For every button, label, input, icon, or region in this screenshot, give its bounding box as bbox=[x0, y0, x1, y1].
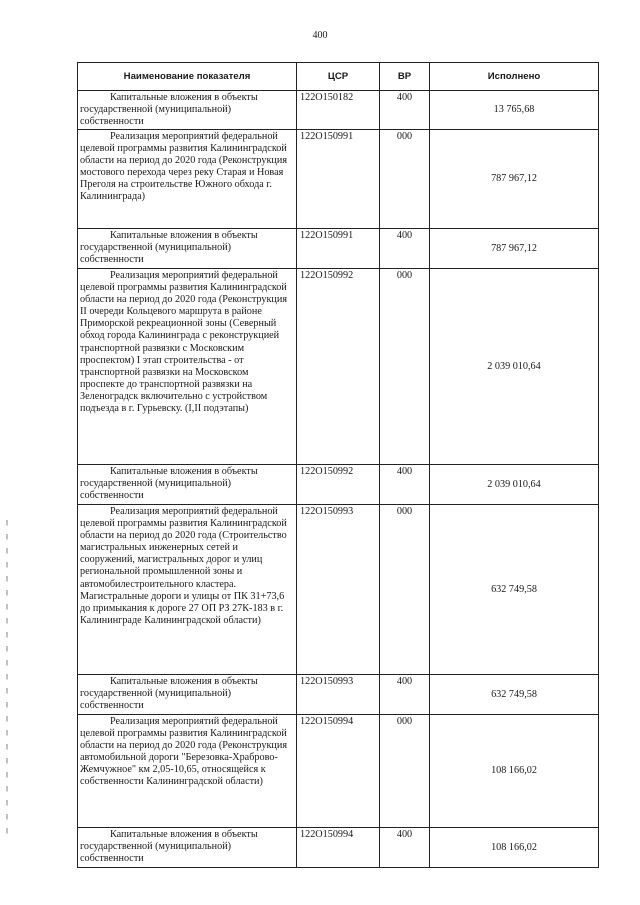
row-vr: 400 bbox=[380, 675, 430, 715]
row-csr: 122O150991 bbox=[297, 229, 380, 269]
row-name: Реализация мероприятий федеральной целевой программы развития Калининградской области на период до 2020 года (Реконструкция автомобильной дороги "Березовка-Храброво-Жемчужное" км 2,05-10,65, относящейся к собственности Калининградской области) bbox=[78, 715, 297, 828]
row-csr: 122O150992 bbox=[297, 465, 380, 505]
row-vr: 400 bbox=[380, 465, 430, 505]
row-csr: 122O150993 bbox=[297, 675, 380, 715]
row-vr: 400 bbox=[380, 828, 430, 868]
row-csr: 122O150994 bbox=[297, 828, 380, 868]
row-csr: 122O150991 bbox=[297, 130, 380, 229]
scan-artifact bbox=[6, 520, 8, 840]
page-number: 400 bbox=[312, 30, 328, 41]
row-name: Капитальные вложения в объекты государственной (муниципальной) собственности bbox=[78, 465, 297, 505]
table-row bbox=[78, 828, 599, 868]
table-row bbox=[78, 229, 599, 269]
header-name: Наименование показателя bbox=[78, 63, 297, 91]
table-row bbox=[78, 269, 599, 465]
table-row bbox=[78, 675, 599, 715]
row-vr: 400 bbox=[380, 91, 430, 130]
header-amount: Исполнено bbox=[430, 63, 599, 91]
row-vr: 000 bbox=[380, 505, 430, 675]
row-amount: 632 749,58 bbox=[430, 675, 599, 715]
row-amount: 787 967,12 bbox=[430, 229, 599, 269]
row-csr: 122O150994 bbox=[297, 715, 380, 828]
row-name: Реализация мероприятий федеральной целевой программы развития Калининградской области на период до 2020 года (Реконструкция II очереди Кольцевого маршрута в районе Приморской рекреационной зоны (Северный обход города Калининграда с реконструкцией транспортной развязки с Московским проспектом) I этап строительства - от транспортной развязки на Московском проспекте до транспортной развязки на Зеленоградск включительно с устройством подъезда в г. Гурьевску. (I,II подэтапы) bbox=[78, 269, 297, 465]
row-csr: 122O150182 bbox=[297, 91, 380, 130]
row-vr: 000 bbox=[380, 715, 430, 828]
row-amount: 2 039 010,64 bbox=[430, 269, 599, 465]
row-name: Капитальные вложения в объекты государственной (муниципальной) собственности bbox=[78, 828, 297, 868]
row-name: Капитальные вложения в объекты государственной (муниципальной) собственности bbox=[78, 675, 297, 715]
table-row bbox=[78, 91, 599, 130]
row-amount: 787 967,12 bbox=[430, 130, 599, 229]
row-name: Капитальные вложения в объекты государственной (муниципальной) собственности bbox=[78, 229, 297, 269]
header-csr: ЦСР bbox=[297, 63, 380, 91]
row-amount: 13 765,68 bbox=[430, 91, 599, 130]
table-row bbox=[78, 505, 599, 675]
row-amount: 108 166,02 bbox=[430, 715, 599, 828]
row-name: Реализация мероприятий федеральной целевой программы развития Калининградской области на период до 2020 года (Строительство магистральных инженерных сетей и сооружений, магистральных дорог и улиц региональной промышленной зоны и автомобилестроительного кластера. Магистральные дороги и улицы от ПК 31+73,6 до примыкания к дороге 27 ОП РЗ 27К-183 в г. Калининграде Калининградской области) bbox=[78, 505, 297, 675]
table-row bbox=[78, 465, 599, 505]
table-row bbox=[78, 715, 599, 828]
row-vr: 000 bbox=[380, 130, 430, 229]
row-name: Реализация мероприятий федеральной целевой программы развития Калининградской области на период до 2020 года (Реконструкция мостового перехода через реку Старая и Новая Преголя на строительстве Южного обхода г. Калининграда) bbox=[78, 130, 297, 229]
header-vr: ВР bbox=[380, 63, 430, 91]
row-name: Капитальные вложения в объекты государственной (муниципальной) собственности bbox=[78, 91, 297, 130]
row-amount: 108 166,02 bbox=[430, 828, 599, 868]
budget-execution-table bbox=[77, 62, 599, 868]
row-amount: 632 749,58 bbox=[430, 505, 599, 675]
table-row bbox=[78, 130, 599, 229]
row-vr: 000 bbox=[380, 269, 430, 465]
row-vr: 400 bbox=[380, 229, 430, 269]
row-amount: 2 039 010,64 bbox=[430, 465, 599, 505]
table-header-row bbox=[78, 63, 599, 91]
row-csr: 122O150993 bbox=[297, 505, 380, 675]
row-csr: 122O150992 bbox=[297, 269, 380, 465]
